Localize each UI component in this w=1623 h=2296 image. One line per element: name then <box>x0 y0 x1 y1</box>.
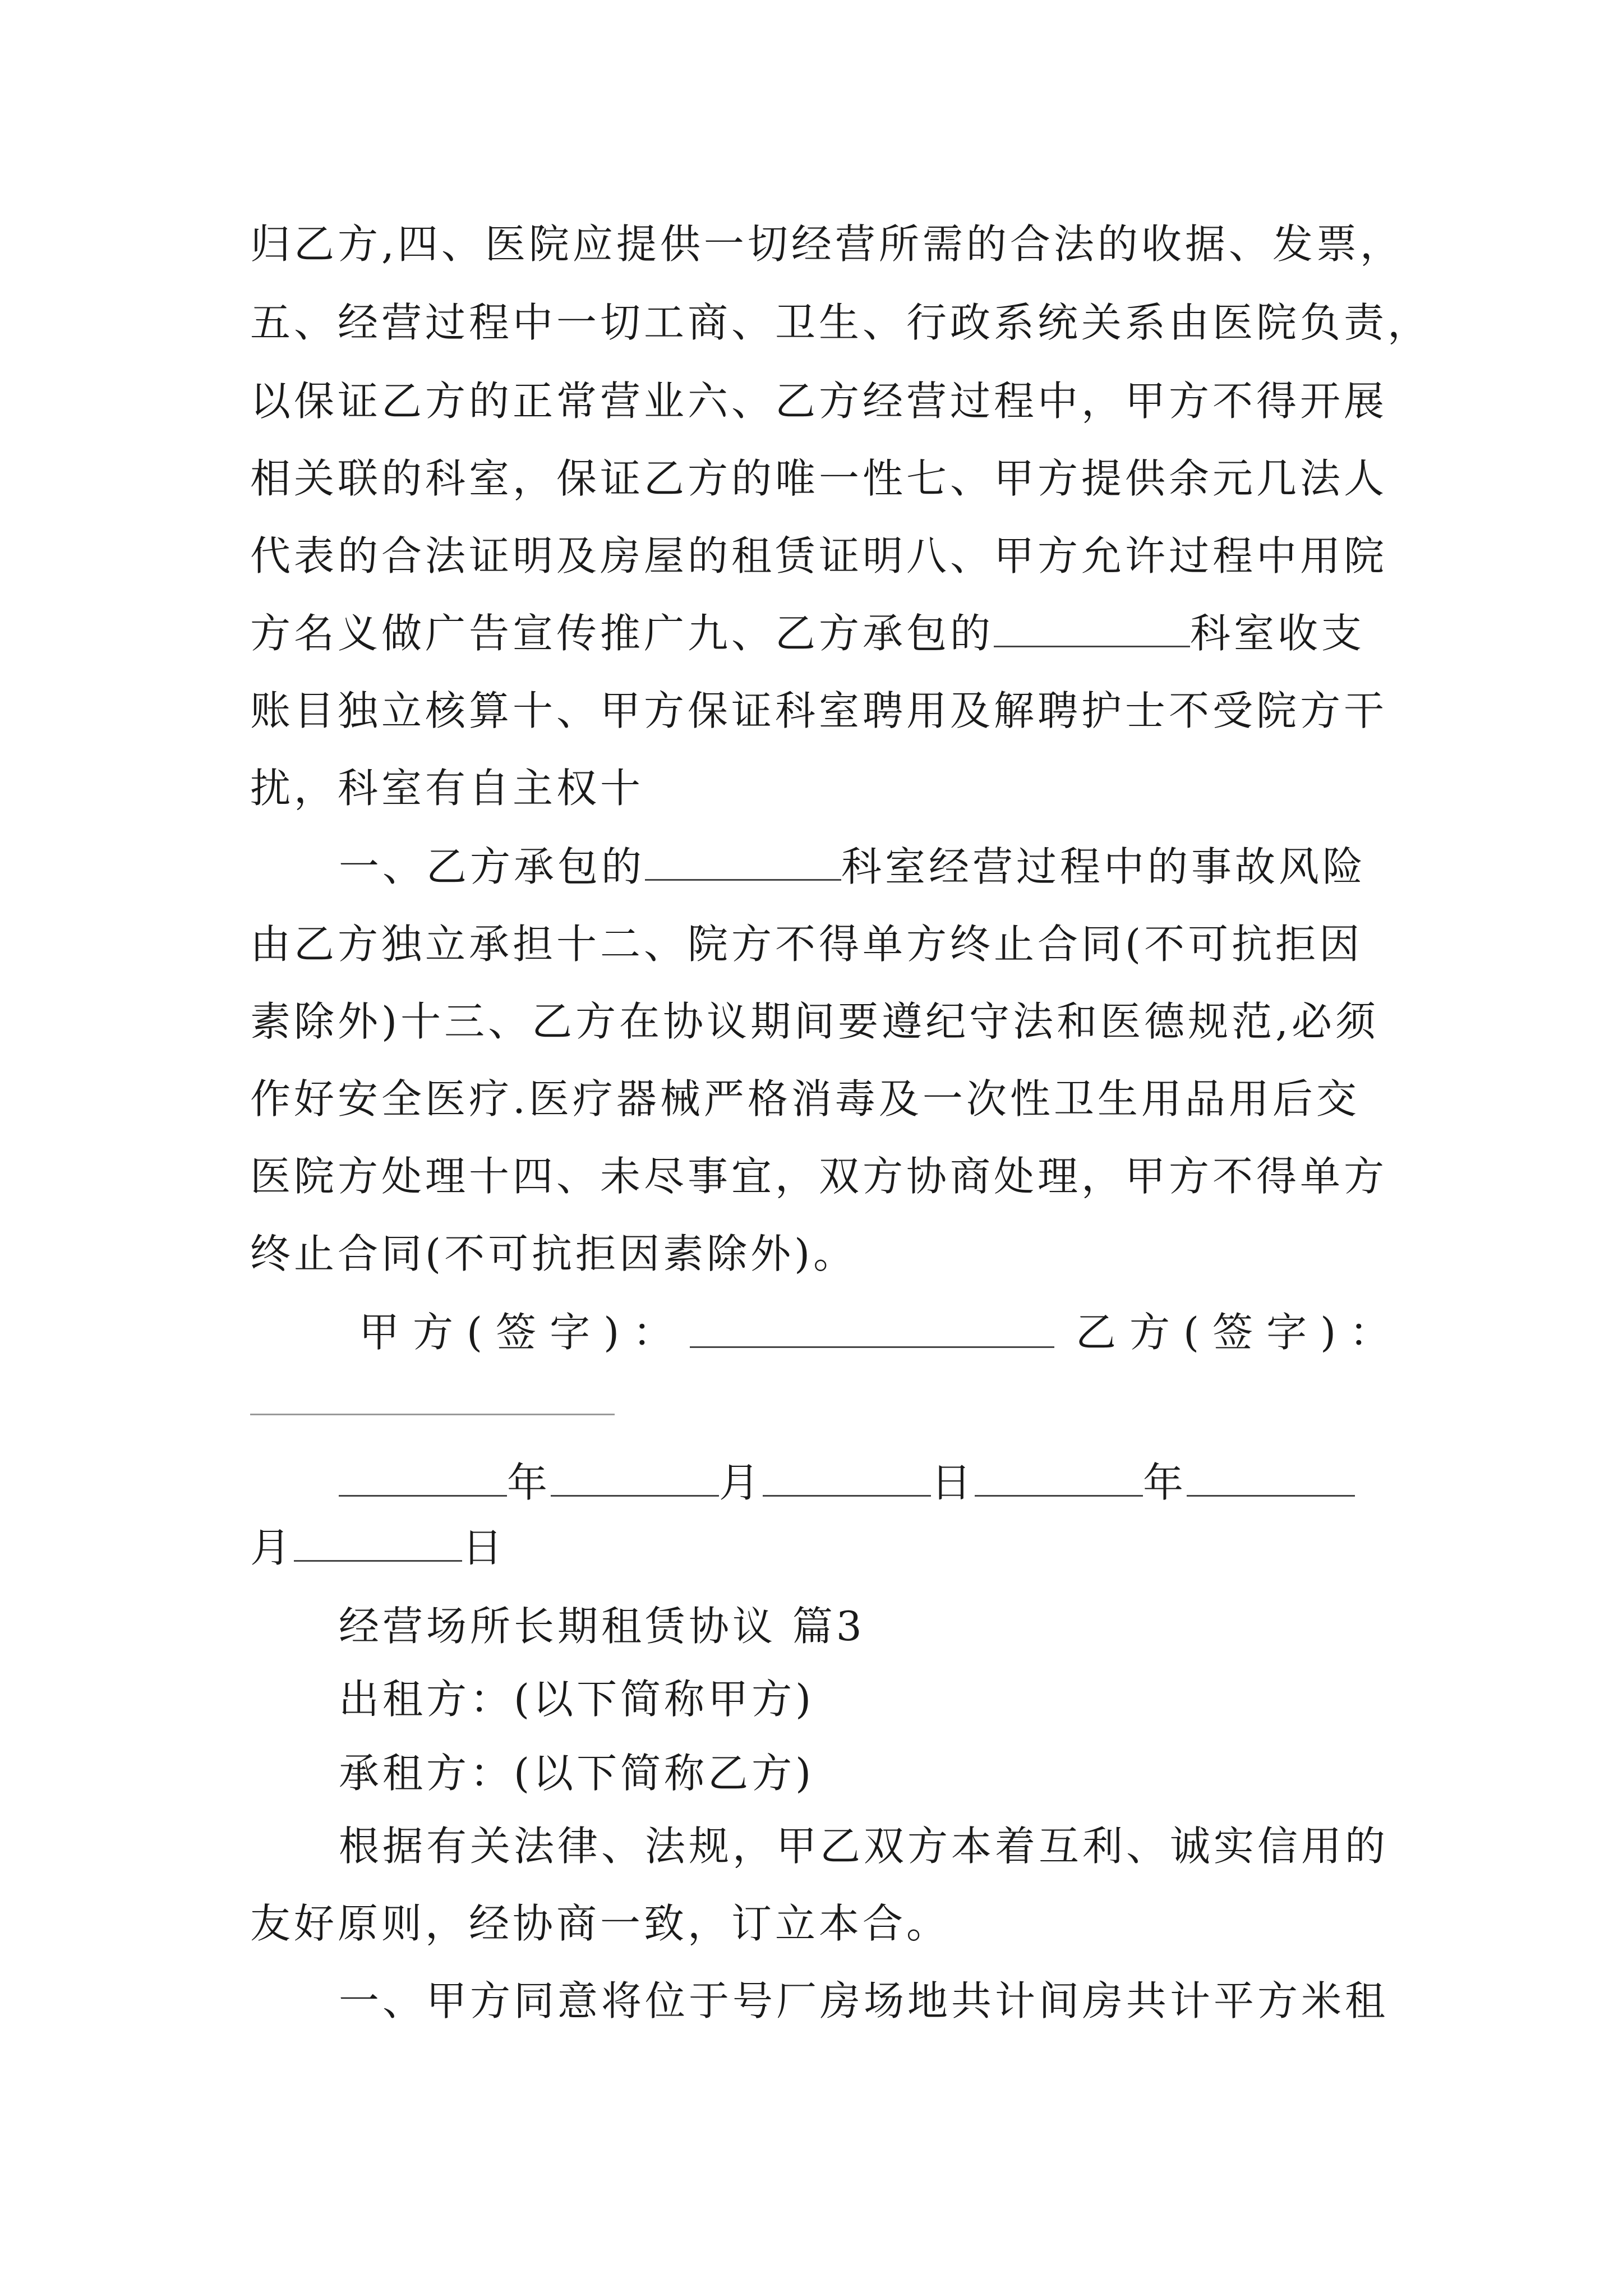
body-line-8: 扰，科室有自主权十 <box>250 765 644 812</box>
body-line-13: 医院方处理十四、未尽事宜，双方协商处理，甲方不得单方 <box>250 1153 1388 1200</box>
body-line-6 <box>250 608 1365 659</box>
body-line-12: 作好安全医疗.医疗器械严格消毒及一次性卫生用品用后交 <box>250 1075 1360 1122</box>
date-a-month-field[interactable] <box>551 1461 719 1497</box>
body-line-6-start: 方名义做广告宣传推广九、乙方承包的 <box>250 610 994 657</box>
body-line-7: 账目独立核算十、甲方保证科室聘用及解聘护士不受院方干 <box>250 687 1388 734</box>
date-b-month-label: 月 <box>250 1524 294 1571</box>
date-b-day-field[interactable] <box>294 1526 462 1562</box>
date-a-day-field[interactable] <box>763 1461 931 1497</box>
signature-party-b-field[interactable] <box>250 1414 615 1415</box>
signature-party-a-label: 甲方(签字)： <box>359 1309 687 1356</box>
lessee-line: 承租方：(以下简称乙方) <box>339 1750 815 1797</box>
body-line-3: 以保证乙方的正常营业六、乙方经营过程中，甲方不得开展 <box>250 378 1388 425</box>
para1-line-1: 根据有关法律、法规，甲乙双方本着互利、诚实信用的 <box>339 1823 1389 1870</box>
lessor-line: 出租方：(以下简称甲方) <box>339 1676 815 1723</box>
date-b-year-field[interactable] <box>975 1461 1143 1497</box>
date-a-day-label: 日 <box>931 1459 975 1506</box>
body-line-14: 终止合同(不可抗拒因素除外)。 <box>250 1230 857 1277</box>
date-a-year-label: 年 <box>507 1459 551 1506</box>
date-a-month-label: 月 <box>719 1459 763 1506</box>
body-line-1: 归乙方,四、医院应提供一切经营所需的合法的收据、发票， <box>250 220 1404 268</box>
body-line-5: 代表的合法证明及房屋的租赁证明八、甲方允许过程中用院 <box>250 532 1388 579</box>
body-line-9-start: 一、乙方承包的 <box>339 843 645 890</box>
section-title: 经营场所长期租赁协议 篇3 <box>339 1603 865 1650</box>
body-line-11: 素除外)十三、乙方在协议期间要遵纪守法和医德规范,必须 <box>250 998 1379 1045</box>
date-b-day-label: 日 <box>462 1524 506 1571</box>
body-line-10: 由乙方独立承担十二、院方不得单方终止合同(不可抗拒因 <box>250 921 1363 968</box>
blank-department-2[interactable] <box>645 845 841 881</box>
signature-party-a-field[interactable] <box>690 1346 1054 1348</box>
para1-line-2: 友好原则，经协商一致，订立本合。 <box>250 1900 951 1947</box>
body-line-9-end: 科室经营过程中的事故风险 <box>841 843 1367 890</box>
blank-department-1[interactable] <box>994 612 1190 647</box>
date-b-month-field[interactable] <box>1187 1461 1355 1497</box>
body-line-9 <box>339 841 1366 892</box>
body-line-2: 五、经营过程中一切工商、卫生、行政系统关系由医院负责， <box>250 299 1432 346</box>
para2-line-1: 一、甲方同意将位于号厂房场地共计间房共计平方米租 <box>339 1977 1389 2024</box>
date-b-year-label: 年 <box>1143 1459 1187 1506</box>
body-line-4: 相关联的科室，保证乙方的唯一性七、甲方提供余元几法人 <box>250 455 1388 502</box>
date-line-2 <box>250 1522 506 1573</box>
signature-party-b-label: 乙方(签字)： <box>1076 1309 1404 1356</box>
body-line-6-end: 科室收支 <box>1190 610 1366 657</box>
date-a-year-field[interactable] <box>339 1461 507 1497</box>
date-line-1 <box>339 1457 1355 1508</box>
